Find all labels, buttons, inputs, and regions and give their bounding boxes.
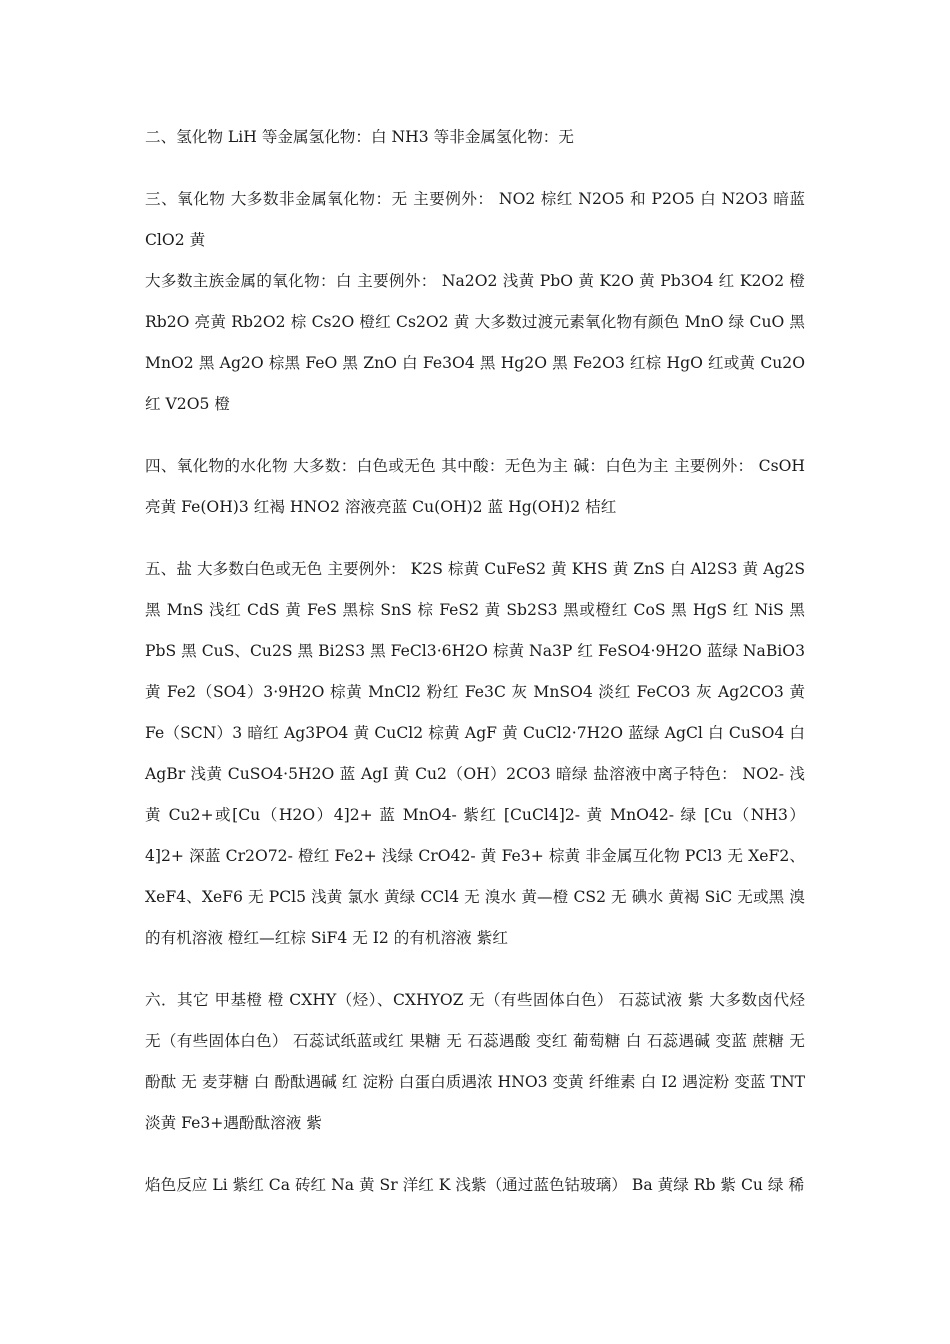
paragraph-salts: 五、盐 大多数白色或无色 主要例外： K2S 棕黄 CuFeS2 黄 KHS 黄 ZnS 白 Al2S3 黄 Ag2S 黑 MnS 浅红 CdS 黄 FeS 黑棕 SnS 棕 FeS2 黄 Sb2S3 黑或橙红 CoS 黑 HgS 红 NiS 黑 PbS 黑 CuS、Cu2S 黑 Bi2S3 黑 FeCl3·6H2O 棕黄 Na3P 红 FeSO4·9H2O 蓝绿 NaBiO3 黄 Fe2（SO4）3·9H2O 棕黄 MnCl2 粉红 Fe3C 灰 MnSO4 淡红 FeCO3 灰 Ag2CO3 黄 Fe（SCN）3 暗红 Ag3PO4 黄 CuCl2 棕黄 AgF 黄 CuCl2·7H2O 蓝绿 AgCl 白 CuSO4 白 AgBr 浅黄 CuSO4·5H2O 蓝 AgI 黄 Cu2（OH）2CO3 暗绿 盐溶液中离子特色： NO2- 浅黄 Cu2+或[Cu（H2O）4]2+ 蓝 MnO4- 紫红 [CuCl4]2- 黄 MnO42- 绿 [Cu（NH3）4]2+ 深蓝 Cr2O72- 橙红 Fe2+ 浅绿 CrO42- 黄 Fe3+ 棕黄 非金属互化物 PCl3 无 XeF2、XeF4、XeF6 无 PCl5 浅黄 氯水 黄绿 CCl4 无 溴水 黄—橙 CS2 无 碘水 黄褐 SiC 无或黑 溴的有机溶液 橙红—红棕 SiF4 无 I2 的有机溶液 紫红	[145, 560, 805, 947]
paragraph-others: 六．其它 甲基橙 橙 CXHY（烃）、CXHYOZ 无（有些固体白色） 石蕊试液 紫 大多数卤代烃 无（有些固体白色） 石蕊试纸蓝或红 果糖 无 石蕊遇酸 变红 葡萄糖 白 石蕊遇碱 变蓝 蔗糖 无 酚酞 无 麦芽糖 白 酚酞遇碱 红 淀粉 白蛋白质遇浓 HNO3 变黄 纤维素 白 I2 遇淀粉 变蓝 TNT 淡黄 Fe3+遇酚酞溶液 紫	[145, 991, 805, 1132]
document-body	[145, 117, 805, 1206]
paragraph-oxide-hydrates: 四、氧化物的水化物 大多数：白色或无色 其中酸：无色为主 碱：白色为主 主要例外： CsOH 亮黄 Fe(OH)3 红褐 HNO2 溶液亮蓝 Cu(OH)2 蓝 Hg(OH)2 桔红	[145, 457, 805, 516]
paragraph-metal-oxides: 大多数主族金属的氧化物：白 主要例外： Na2O2 浅黄 PbO 黄 K2O 黄 Pb3O4 红 K2O2 橙 Rb2O 亮黄 Rb2O2 棕 Cs2O 橙红 Cs2O2 黄 大多数过渡元素氧化物有颜色 MnO 绿 CuO 黑 MnO2 黑 Ag2O 棕黑 FeO 黑 ZnO 白 Fe3O4 黑 Hg2O 黑 Fe2O3 红棕 HgO 红或黄 Cu2O 红 V2O5 橙	[145, 272, 805, 413]
paragraph-nonmetal-oxides: 三、氧化物 大多数非金属氧化物：无 主要例外： NO2 棕红 N2O5 和 P2O5 白 N2O3 暗蓝 ClO2 黄	[145, 190, 805, 249]
paragraph-flame-tests: 焰色反应 Li 紫红 Ca 砖红 Na 黄 Sr 洋红 K 浅紫（通过蓝色钴玻璃） Ba 黄绿 Rb 紫 Cu 绿 稀	[145, 1176, 805, 1194]
paragraph-hydrides: 二、氢化物 LiH 等金属氢化物：白 NH3 等非金属氢化物：无	[145, 128, 574, 146]
